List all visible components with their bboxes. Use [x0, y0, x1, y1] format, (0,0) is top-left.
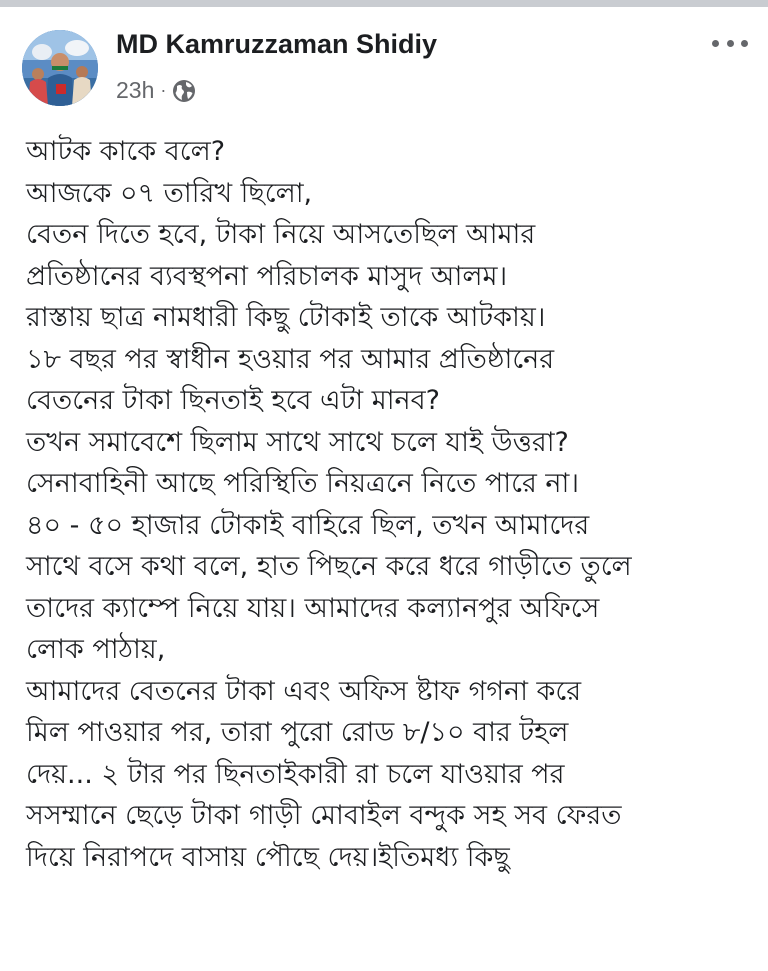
author-name[interactable]: MD Kamruzzaman Shidiy — [116, 29, 438, 59]
post-text-line: আজকে ০৭ তারিখ ছিলো, — [26, 177, 313, 209]
post-text-line: দিয়ে নিরাপদে বাসায় পৌছে দেয়।ইতিমধ্য কিছু — [26, 841, 510, 873]
post-text-line: সাথে বসে কথা বলে, হাত পিছনে করে ধরে গাড়ীতে তুলে — [26, 551, 632, 582]
avatar[interactable] — [22, 30, 98, 106]
facebook-post — [0, 7, 768, 971]
meta-separator: · — [160, 80, 167, 100]
post-time[interactable]: 23h — [116, 77, 155, 103]
more-options-icon — [727, 40, 734, 47]
post-text-line: ৪০ - ৫০ হাজার টোকাই বাহিরে ছিল, তখন আমাদের — [26, 509, 590, 541]
top-divider — [0, 0, 768, 7]
more-options-icon — [741, 40, 748, 47]
post-text-line: বেতনের টাকা ছিনতাই হবে এটা মানব? — [26, 385, 441, 416]
post-text-line: তাদের ক্যাম্পে নিয়ে যায়। আমাদের কল্যানপুর অফিসে — [26, 592, 600, 624]
globe-icon[interactable] — [172, 79, 196, 103]
more-options-button[interactable] — [712, 33, 748, 53]
post-body — [26, 131, 756, 878]
post-text-line: বেতন দিতে হবে, টাকা নিয়ে আসতেছিল আমার — [26, 219, 536, 250]
post-text-line: দেয়... ২ টার পর ছিনতাইকারী রা চলে যাওয়ার পর — [26, 758, 565, 790]
post-text-line: আমাদের বেতনের টাকা এবং অফিস ষ্টাফ গগনা করে — [26, 675, 582, 707]
post-text-line: সেনাবাহিনী আছে পরিস্থিতি নিয়ত্রনে নিতে পারে না। — [26, 468, 579, 499]
post-text-line: আটক কাকে বলে? — [26, 136, 226, 167]
text-fade — [0, 957, 768, 971]
post-text-line: সসম্মানে ছেড়ে টাকা গাড়ী মোবাইল বন্দুক সহ সব ফেরত — [26, 800, 622, 831]
profile-photo — [22, 30, 98, 106]
post-text-line: রাস্তায় ছাত্র নামধারী কিছু টোকাই তাকে আটকায়। — [26, 302, 546, 333]
post-text-line: ১৮ বছর পর স্বাধীন হওয়ার পর আমার প্রতিষ্ঠানের — [26, 343, 555, 375]
more-options-icon — [712, 40, 719, 47]
post-text-line: প্রতিষ্ঠানের ব্যবস্থপনা পরিচালক মাসুদ আলম। — [26, 260, 508, 292]
post-text-line: তখন সমাবেশে ছিলাম সাথে সাথে চলে যাই উত্তরা? — [26, 426, 569, 458]
post-text-line: মিল পাওয়ার পর, তারা পুরো রোড ৮/১০ বার টহল — [26, 717, 569, 748]
post-text-line: লোক পাঠায়, — [26, 634, 166, 665]
post-meta — [116, 77, 196, 104]
